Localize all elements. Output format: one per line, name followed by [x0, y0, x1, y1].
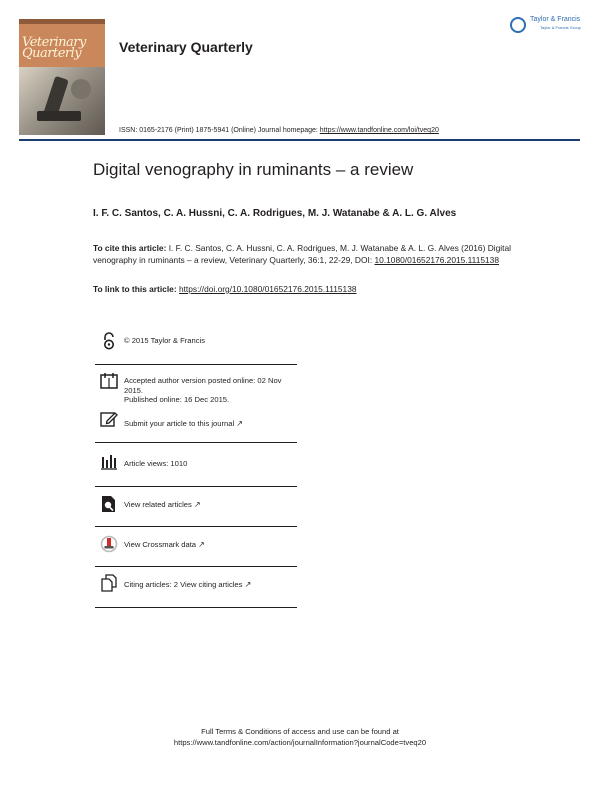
article-authors: I. F. C. Santos, C. A. Hussni, C. A. Rodrigues, M. J. Watanabe & A. L. G. Alves [93, 208, 457, 219]
published-date-text: Published online: 16 Dec 2015. [124, 395, 230, 404]
bar-chart-icon [100, 452, 118, 470]
citing-articles-link[interactable] [124, 580, 251, 590]
divider [95, 364, 297, 365]
footer-terms-link[interactable]: https://www.tandfonline.com/action/journalInformation?journalCode=tveq20 [173, 738, 427, 747]
open-access-row [95, 331, 297, 355]
cover-title [22, 37, 86, 59]
journal-cover-image [19, 19, 105, 135]
crossmark-icon [100, 535, 118, 553]
issn-line [119, 127, 439, 134]
external-link-icon: ↗ [198, 540, 205, 549]
article-doi-url[interactable]: https://doi.org/10.1080/01652176.2015.1115138 [178, 284, 357, 294]
divider [95, 486, 297, 487]
crossmark-link[interactable] [124, 540, 205, 550]
citation-block [93, 242, 513, 266]
microscope-base [37, 111, 81, 121]
issn-text: ISSN: 0165-2176 (Print) 1875-5941 (Online) Journal homepage: [119, 127, 320, 134]
open-lock-icon [100, 332, 118, 350]
journal-homepage-link[interactable]: https://www.tandfonline.com/loi/tveq20 [319, 127, 439, 134]
citation-label: To cite this article: [93, 243, 167, 253]
publisher-logo [510, 16, 582, 36]
external-link-icon: ↗ [193, 500, 201, 509]
crossmark-row[interactable] [95, 534, 297, 558]
external-link-icon: ↗ [244, 580, 252, 589]
external-link-icon: ↗ [236, 419, 243, 428]
citing-articles-text: Citing articles: 2 View citing articles [124, 580, 243, 589]
article-views-row [95, 450, 297, 476]
article-link-line [93, 284, 357, 294]
publisher-logo-group: Taylor & Francis Group [540, 25, 581, 30]
publisher-logo-name: Taylor & Francis [530, 16, 581, 23]
divider [95, 526, 297, 527]
citing-articles-row[interactable] [95, 573, 297, 597]
cover-title-line2: Quarterly [22, 46, 82, 61]
calendar-icon [100, 372, 118, 390]
article-link-label: To link to this article: [93, 284, 179, 294]
divider [95, 442, 297, 443]
related-articles-row[interactable] [95, 494, 297, 518]
related-articles-link[interactable] [124, 500, 201, 510]
edit-icon [100, 410, 118, 428]
cover-title-line1: Veterinary [22, 35, 86, 50]
crossmark-text: View Crossmark data [124, 540, 197, 549]
cover-band [19, 19, 105, 24]
submit-article-link[interactable] [124, 419, 243, 429]
doi-link[interactable]: 10.1080/01652176.2015.1115138 [374, 255, 499, 265]
citation-text: I. F. C. Santos, C. A. Hussni, C. A. Rodrigues, M. J. Watanabe & A. L. G. Alves (2016) Digital venography in ruminants – a review, Veterinary Quarterly, 36:1, 22-29, DOI: [93, 243, 511, 265]
journal-name: Veterinary Quarterly [119, 39, 253, 55]
citing-documents-icon [100, 574, 118, 592]
related-articles-text: View related articles [124, 500, 192, 509]
related-search-icon [100, 495, 118, 513]
publication-dates-row [95, 370, 297, 406]
divider [95, 607, 297, 608]
article-views-text: Article views: 1010 [124, 459, 188, 468]
submit-article-row[interactable] [95, 410, 297, 436]
header-divider [19, 139, 580, 141]
divider [95, 566, 297, 567]
article-title: Digital venography in ruminants – a review [93, 160, 414, 179]
microscope-lens [71, 79, 91, 99]
copyright-text: © 2015 Taylor & Francis [124, 336, 206, 345]
publisher-logo-icon [510, 17, 526, 33]
accepted-date-text: Accepted author version posted online: 02 Nov 2015. [124, 376, 282, 395]
footer-terms-text: Full Terms & Conditions of access and use can be found at [201, 727, 399, 736]
submit-article-text: Submit your article to this journal [124, 419, 235, 428]
